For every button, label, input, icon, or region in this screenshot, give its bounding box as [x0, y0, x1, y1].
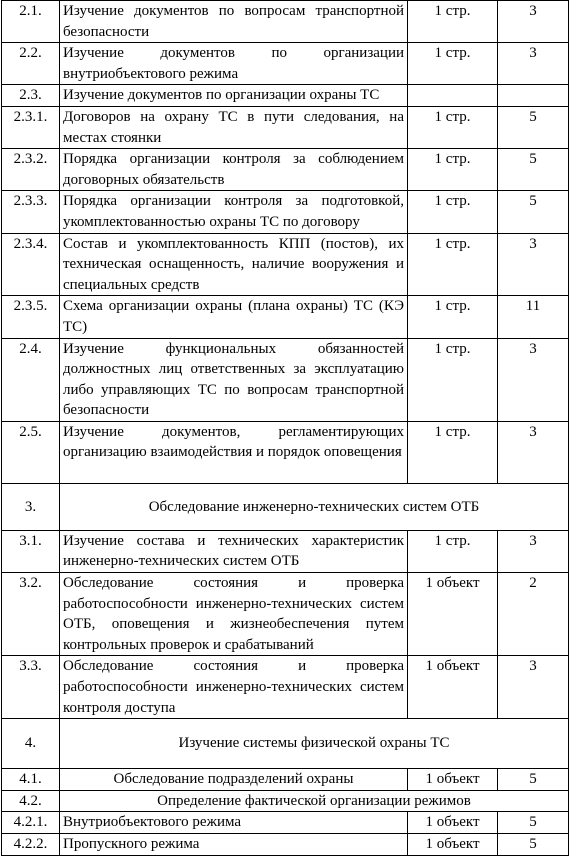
table-row: [2, 1, 569, 43]
row-quantity: 3: [498, 421, 569, 483]
row-description: Обследование подразделений охраны: [60, 769, 408, 791]
row-description: Изучение состава и технических характеристик инженерно-технических систем ОТБ: [60, 530, 408, 572]
row-unit: 1 стр.: [408, 338, 498, 421]
row-quantity: 5: [498, 191, 569, 233]
table-row: [2, 191, 569, 233]
row-number: 4.2.1.: [2, 812, 60, 834]
table-row: [2, 834, 569, 856]
row-number: 2.2.: [2, 43, 60, 85]
row-description: Пропускного режима: [60, 834, 408, 856]
row-unit: 1 стр.: [408, 296, 498, 338]
row-number: 2.3.3.: [2, 191, 60, 233]
row-quantity: [498, 85, 569, 107]
section-title: Определение фактической организации режимов: [60, 790, 569, 812]
row-number: 4.1.: [2, 769, 60, 791]
row-quantity: 5: [498, 149, 569, 191]
row-quantity: 3: [498, 338, 569, 421]
row-description: Порядка организации контроля за соблюдением договорных обязательств: [60, 149, 408, 191]
row-quantity: 11: [498, 296, 569, 338]
work-scope-table: [1, 0, 569, 856]
row-unit: 1 объект: [408, 656, 498, 719]
row-number: 2.3.4.: [2, 233, 60, 296]
row-description: Порядка организации контроля за подготовкой, укомплектованностью охраны ТС по договору: [60, 191, 408, 233]
row-number: 2.5.: [2, 421, 60, 483]
row-number: 3.3.: [2, 656, 60, 719]
section-number: 3.: [2, 483, 60, 530]
row-quantity: 3: [498, 1, 569, 43]
row-unit: 1 стр.: [408, 233, 498, 296]
section-row: [2, 483, 569, 530]
row-unit: 1 стр.: [408, 421, 498, 483]
row-quantity: 5: [498, 834, 569, 856]
row-description: Внутриобъектового режима: [60, 812, 408, 834]
row-quantity: 2: [498, 573, 569, 656]
table-row: [2, 43, 569, 85]
table-row: [2, 656, 569, 719]
row-quantity: 5: [498, 769, 569, 791]
row-number: 2.3.: [2, 85, 60, 107]
row-unit: 1 стр.: [408, 1, 498, 43]
row-quantity: 3: [498, 530, 569, 572]
row-description: Изучение документов по вопросам транспортной безопасности: [60, 1, 408, 43]
row-quantity: 5: [498, 106, 569, 148]
row-number: 3.2.: [2, 573, 60, 656]
table-row: [2, 233, 569, 296]
row-unit: 1 объект: [408, 769, 498, 791]
row-quantity: 3: [498, 233, 569, 296]
row-description: Изучение документов, регламентирующих организацию взаимодействия и порядок оповещения: [60, 421, 408, 483]
row-number: 4.2.2.: [2, 834, 60, 856]
section-number: 4.: [2, 719, 60, 769]
row-unit: 1 стр.: [408, 43, 498, 85]
row-description: Изучение документов по организации внутриобъектового режима: [60, 43, 408, 85]
row-number: 2.3.5.: [2, 296, 60, 338]
row-number: 2.4.: [2, 338, 60, 421]
table-row: [2, 149, 569, 191]
row-quantity: 3: [498, 43, 569, 85]
section-row: [2, 719, 569, 769]
row-number: 2.1.: [2, 1, 60, 43]
row-unit: 1 стр.: [408, 106, 498, 148]
row-description: Схема организации охраны (плана охраны) ТС (КЭ ТС): [60, 296, 408, 338]
section-row: [2, 790, 569, 812]
row-description: Изучение функциональных обязанностей должностных лиц ответственных за эксплуатацию либо управляющих ТС по вопросам транспортной безопасности: [60, 338, 408, 421]
row-unit: 1 стр.: [408, 530, 498, 572]
section-title: Обследование инженерно-технических систем ОТБ: [60, 483, 569, 530]
row-description: Изучение документов по организации охраны ТС: [60, 85, 408, 107]
row-quantity: 3: [498, 656, 569, 719]
row-description: Обследование состояния и проверка работоспособности инженерно-технических систем контроля доступа: [60, 656, 408, 719]
table-row: [2, 812, 569, 834]
row-number: 2.3.2.: [2, 149, 60, 191]
section-title: Изучение системы физической охраны ТС: [60, 719, 569, 769]
table-row: [2, 421, 569, 483]
row-unit: 1 стр.: [408, 149, 498, 191]
row-number: 3.1.: [2, 530, 60, 572]
row-quantity: 5: [498, 812, 569, 834]
row-unit: 1 объект: [408, 834, 498, 856]
row-unit: 1 стр.: [408, 191, 498, 233]
table-row: [2, 530, 569, 572]
row-description: Состав и укомплектованность КПП (постов), их техническая оснащенность, наличие вооружения и специальных средств: [60, 233, 408, 296]
row-number: 2.3.1.: [2, 106, 60, 148]
table-row: [2, 769, 569, 791]
section-number: 4.2.: [2, 790, 60, 812]
table-row: [2, 296, 569, 338]
table-row: [2, 338, 569, 421]
row-description: Договоров на охрану ТС в пути следования, на местах стоянки: [60, 106, 408, 148]
table-row: [2, 106, 569, 148]
table-row: [2, 573, 569, 656]
row-unit: 1 объект: [408, 573, 498, 656]
row-unit: 1 объект: [408, 812, 498, 834]
row-unit: [408, 85, 498, 107]
table-row: [2, 85, 569, 107]
row-description: Обследование состояния и проверка работоспособности инженерно-технических систем ОТБ, оповещения и жизнеобеспечения путем контрольных проверок и срабатываний: [60, 573, 408, 656]
